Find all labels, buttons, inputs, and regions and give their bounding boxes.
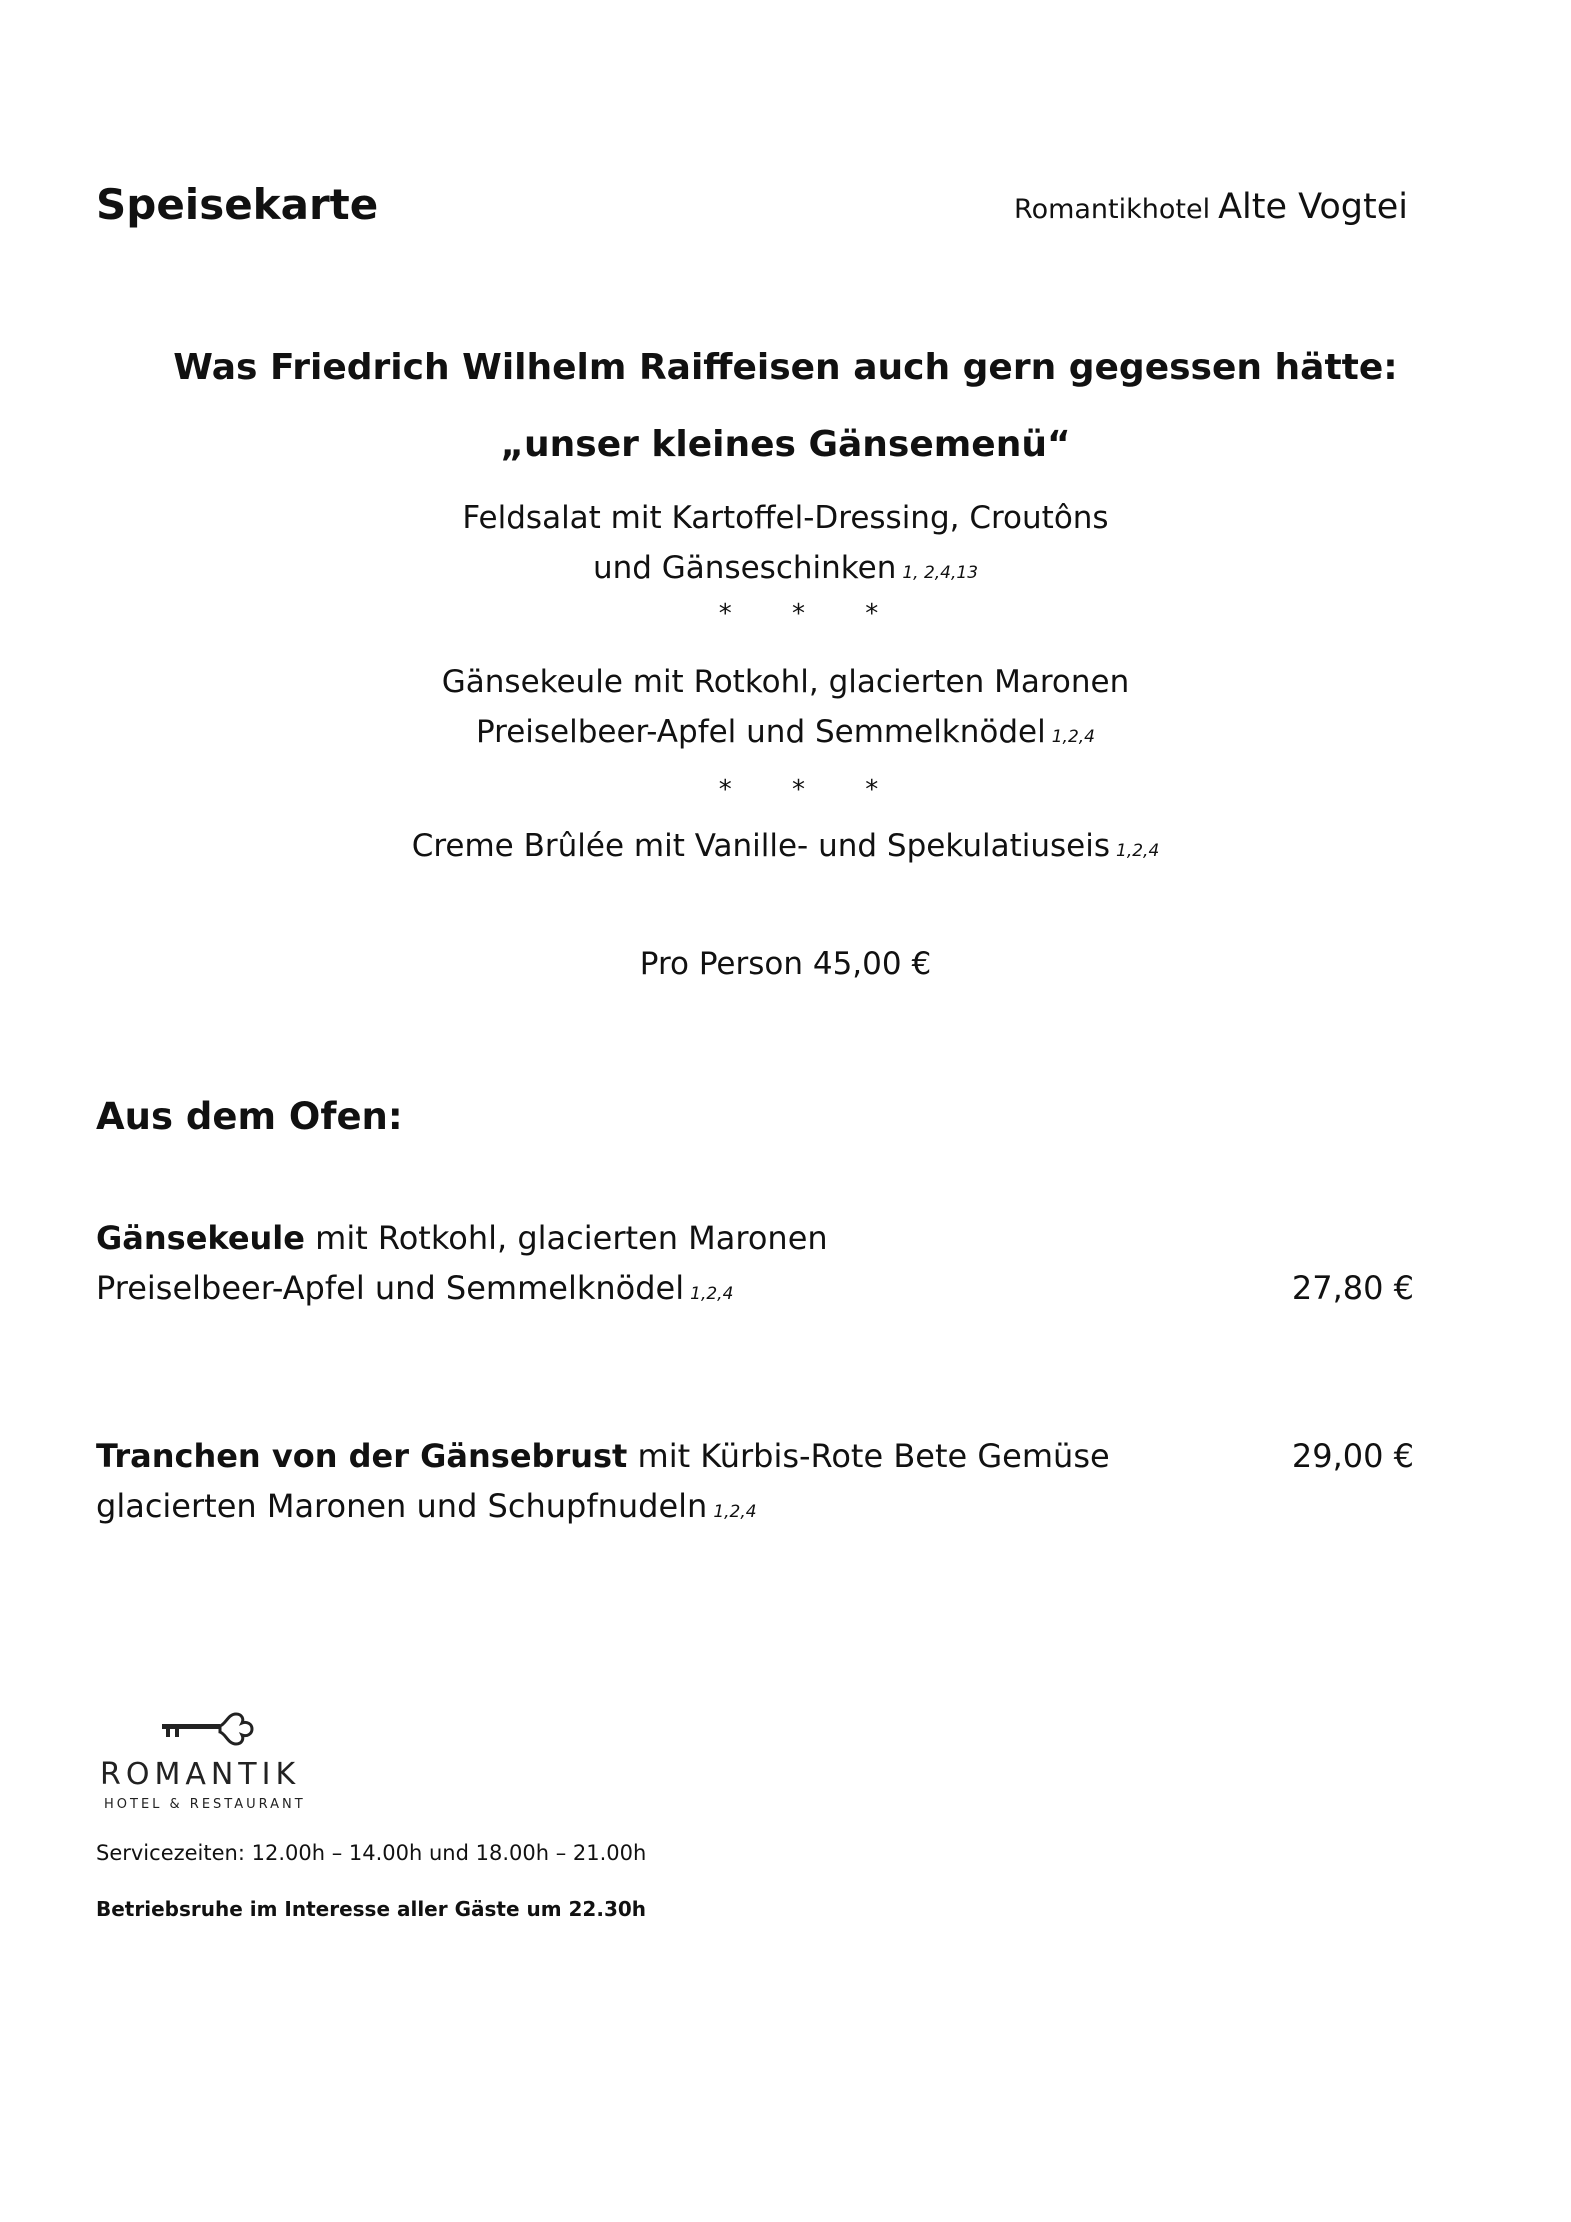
section-heading-oven: Aus dem Ofen: [96, 1095, 403, 1138]
course1-line2-text: und Gänseschinken [592, 550, 897, 586]
dish1-price: 27,80 € [1291, 1269, 1414, 1307]
course1-allergens: 1, 2,4,13 [902, 563, 979, 583]
dish1-line2-text: Preiselbeer-Apfel und Semmelknödel [96, 1269, 685, 1307]
course-separator: * * * [718, 599, 905, 629]
dish2-line1 [96, 1437, 1110, 1475]
menu-headline: Was Friedrich Wilhelm Raiffeisen auch gern gegessen hätte: [173, 347, 1398, 388]
dish2-line2-text: glacierten Maronen und Schupfnudeln [96, 1487, 708, 1525]
dish1-name: Gänsekeule [96, 1219, 305, 1257]
course2-allergens: 1,2,4 [1051, 727, 1095, 747]
course3-allergens: 1,2,4 [1116, 841, 1160, 861]
dish1-allergens: 1,2,4 [690, 1284, 734, 1304]
dish2-name: Tranchen von der Gänsebrust [96, 1437, 628, 1475]
course2-line2-text: Preiselbeer-Apfel und Semmelknödel [475, 714, 1046, 750]
course3-line1 [0, 828, 1571, 864]
hotel-name-line [1014, 187, 1408, 227]
course1-line2 [0, 550, 1571, 586]
dish1-line1 [96, 1219, 828, 1257]
course2-line1: Gänsekeule mit Rotkohl, glacierten Maronen [441, 664, 1130, 700]
dish2-price: 29,00 € [1291, 1437, 1414, 1475]
dish2-line2 [96, 1487, 757, 1525]
hotel-prefix: Romantikhotel [1014, 194, 1211, 225]
dish2-line1-rest: mit Kürbis-Rote Bete Gemüse [627, 1437, 1110, 1475]
closing-note: Betriebsruhe im Interesse aller Gäste um 22.30h [96, 1897, 647, 1921]
course2-line2 [0, 714, 1571, 750]
dish1-line2 [96, 1269, 734, 1307]
romantik-logo [100, 1708, 320, 1818]
hotel-name: Alte Vogtei [1218, 187, 1408, 227]
dish2-allergens: 1,2,4 [713, 1502, 757, 1522]
menu-subheadline: „unser kleines Gänsemenü“ [500, 424, 1071, 465]
key-icon [160, 1708, 270, 1754]
service-times: Servicezeiten: 12.00h – 14.00h und 18.00h – 21.00h [96, 1841, 647, 1865]
logo-subline: HOTEL & RESTAURANT [104, 1797, 306, 1812]
course1-line1: Feldsalat mit Kartoffel-Dressing, Croutôns [462, 500, 1109, 536]
course-separator: * * * [718, 775, 905, 805]
page-title: Speisekarte [96, 180, 379, 229]
dish1-line1-rest: mit Rotkohl, glacierten Maronen [304, 1219, 828, 1257]
course3-text: Creme Brûlée mit Vanille- und Spekulatiuseis [411, 828, 1111, 864]
menu-price: Pro Person 45,00 € [639, 946, 932, 982]
logo-wordmark: ROMANTIK [100, 1757, 301, 1792]
